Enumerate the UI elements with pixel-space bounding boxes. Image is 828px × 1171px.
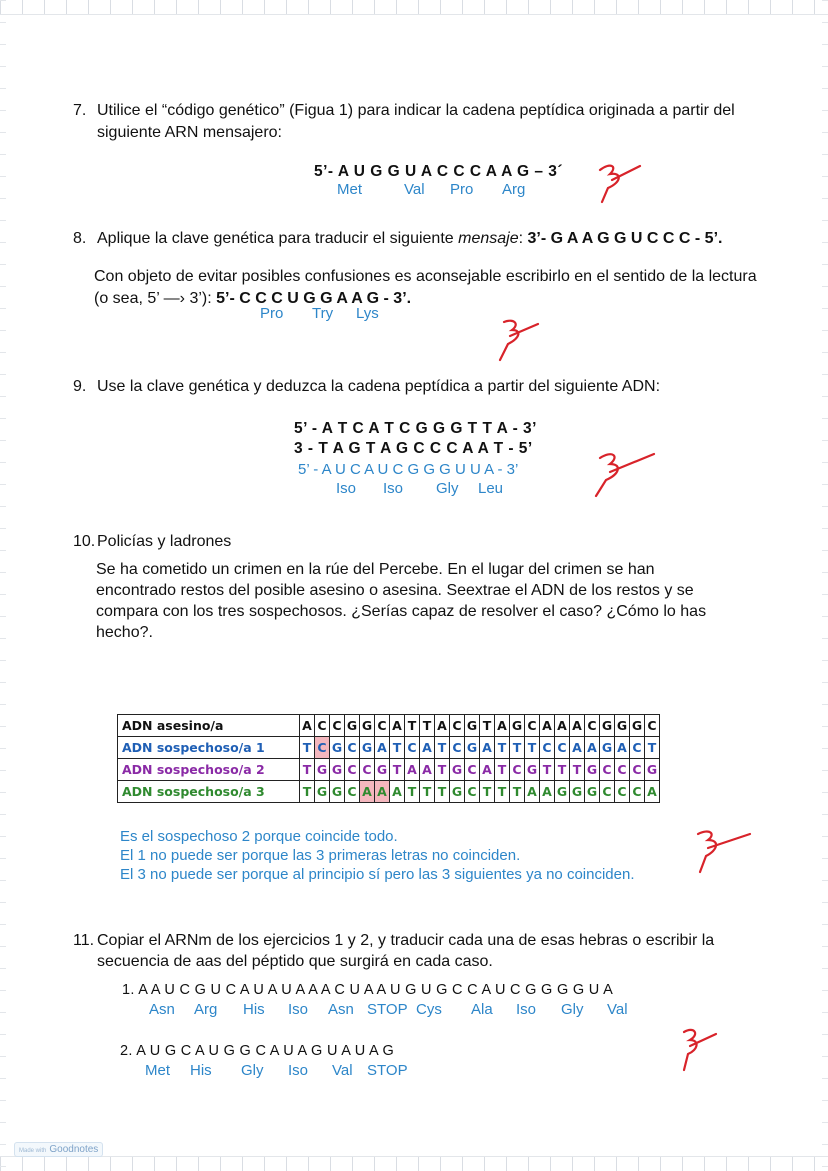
dna-base-cell: T [495,781,510,803]
dna-base-cell: A [435,715,450,737]
dna-base-cell: C [315,737,330,759]
dna-base-cell: A [390,715,405,737]
dna-base-cell: G [600,737,615,759]
goodnotes-badge [14,1142,103,1157]
q7-line1: Utilice el “código genético” (Figua 1) para indicar la cadena peptídica originada a partir del [97,102,735,119]
q10-answer-3: El 3 no puede ser porque al principio sí pero las 3 siguientes ya no coinciden. [120,866,635,883]
dna-base-cell: G [360,737,375,759]
q9-aa-1: Iso [336,480,357,497]
q11-1-aa-1: Asn [149,1001,175,1018]
q8-para1: Con objeto de evitar posibles confusiones es aconsejable escribirlo en el sentido de la lectura [94,268,757,285]
goodnotes-made-with: Made with [19,1148,47,1154]
q11-line1: Copiar el ARNm de los ejercicios 1 y 2, y traducir cada una de esas hebras o escribir la [97,932,715,949]
dna-base-cell: G [465,737,480,759]
dna-base-cell: T [570,759,585,781]
dna-base-cell: C [315,715,330,737]
dna-base-cell: G [330,781,345,803]
dna-base-cell: G [555,781,570,803]
q10-para-1: Se ha cometido un crimen en la rúe del Percebe. En el lugar del crimen se han [96,561,655,578]
q7-red-mark-icon [592,158,648,204]
q9-aa-2: Iso [383,480,404,497]
dna-base-cell: T [405,715,420,737]
dna-base-cell: C [345,737,360,759]
dna-base-cell: C [600,781,615,803]
q8-aa-1: Pro [260,305,284,322]
dna-base-cell: G [450,759,465,781]
page-right-edge [822,0,828,1171]
dna-base-cell: A [615,737,630,759]
q7-number: 7. [73,102,87,119]
q10-red-mark-icon [692,826,754,876]
dna-base-cell: A [390,781,405,803]
q11-2-aa-5: Val [332,1062,353,1079]
q11-red-mark-icon [674,1024,722,1074]
dna-base-cell: T [555,759,570,781]
dna-base-cell: T [300,781,315,803]
dna-base-cell: C [615,781,630,803]
dna-base-cell: C [465,781,480,803]
dna-base-cell: C [375,715,390,737]
dna-base-cell: G [315,759,330,781]
q11-seq2: 2. A U G C A U G G C A U A G U A U A G [120,1043,395,1059]
q11-1-aa-8: Ala [471,1001,493,1018]
q7-line2: siguiente ARN mensajero: [97,124,282,141]
dna-base-cell: T [510,781,525,803]
q11-1-aa-2: Arg [194,1001,218,1018]
dna-base-cell: C [330,715,345,737]
q9-aa-4: Leu [478,480,504,497]
dna-base-cell: C [645,715,660,737]
q8-text [97,228,722,250]
dna-base-cell: A [480,759,495,781]
dna-base-cell: G [345,715,360,737]
dna-base-cell: T [540,759,555,781]
q11-2-aa-2: His [190,1062,212,1079]
dna-base-cell: A [360,781,375,803]
q11-seq1: 1. A A U C G U C A U A U A A A C U A A U G U G C C A U C G G G G U A [122,982,614,998]
dna-base-cell: G [330,737,345,759]
dna-row-label: ADN sospechoso/a 3 [118,781,300,803]
q11-1-aa-3: His [243,1001,265,1018]
dna-base-cell: A [570,737,585,759]
q11-2-aa-4: Iso [288,1062,309,1079]
dna-row-label: ADN sospechoso/a 2 [118,759,300,781]
dna-base-cell: T [480,781,495,803]
q7-sequence: 5’- A U G G U A C C C A A G – 3´ [314,163,564,180]
dna-base-cell: T [510,737,525,759]
q8-text-after: : [518,230,528,247]
dna-base-cell: T [420,715,435,737]
q9-number: 9. [73,378,87,395]
dna-base-cell: T [390,737,405,759]
dna-base-cell: C [360,759,375,781]
dna-row-label: ADN sospechoso/a 1 [118,737,300,759]
dna-base-cell: C [345,781,360,803]
dna-base-cell: T [390,759,405,781]
q11-line2: secuencia de aas del péptido que surgirá en cada caso. [97,953,493,970]
dna-base-cell: C [600,759,615,781]
dna-base-cell: G [510,715,525,737]
q8-aa-2: Try [312,305,334,322]
dna-base-cell: G [630,715,645,737]
q10-para-4: hecho?. [96,624,153,641]
dna-base-cell: A [420,737,435,759]
dna-row-label: ADN asesino/a [118,715,300,737]
dna-base-cell: C [630,759,645,781]
page-top-grid [0,0,828,15]
dna-base-cell: T [435,737,450,759]
page-left-edge [0,0,6,1171]
q10-number: 10. [73,533,96,550]
dna-base-cell: A [540,781,555,803]
q8-sequence: 3’- G A A G G U C C C - 5’. [527,230,723,247]
dna-base-cell: G [645,759,660,781]
q10-para-2: encontrado restos del posible asesino o asesina. Seextrae el ADN de los restos y se [96,582,694,599]
dna-base-cell: A [645,781,660,803]
dna-base-cell: C [510,759,525,781]
dna-base-cell: G [360,715,375,737]
dna-row-0 [118,715,660,737]
dna-base-cell: A [540,715,555,737]
q10-answer-2: El 1 no puede ser porque las 3 primeras letras no coinciden. [120,847,521,864]
dna-base-cell: A [495,715,510,737]
dna-base-cell: C [540,737,555,759]
q7-aa-4: Arg [502,181,526,198]
dna-base-cell: C [345,759,360,781]
q8-para2-before: (o sea, 5’ —› 3’): [94,290,217,307]
q8-text-italic: mensaje [458,230,519,247]
q7-aa-3: Pro [450,181,474,198]
dna-base-cell: C [615,759,630,781]
dna-base-cell: T [495,759,510,781]
q9-seq2: 3 - T A G T A G C C C A A T - 5’ [294,440,533,457]
q10-answer-1: Es el sospechoso 2 porque coincide todo. [120,828,398,845]
q9-seq1: 5’ - A T C A T C G G G T T A - 3’ [294,420,537,437]
q11-2-aa-3: Gly [241,1062,264,1079]
dna-base-cell: T [525,737,540,759]
dna-base-cell: C [630,781,645,803]
dna-row-3 [118,781,660,803]
dna-base-cell: T [420,781,435,803]
q11-1-aa-10: Gly [561,1001,584,1018]
dna-base-cell: C [525,715,540,737]
dna-base-cell: C [555,737,570,759]
q11-2-aa-1: Met [145,1062,171,1079]
q8-text-before: Aplique la clave genética para traducir el siguiente [97,230,459,247]
q11-1-aa-6: STOP [367,1001,408,1018]
q8-number: 8. [73,230,87,247]
dna-base-cell: A [585,737,600,759]
dna-base-cell: A [555,715,570,737]
dna-base-cell: C [465,759,480,781]
dna-base-cell: C [405,737,420,759]
dna-base-cell: A [480,737,495,759]
dna-base-cell: T [435,759,450,781]
dna-base-cell: T [435,781,450,803]
dna-base-cell: C [630,737,645,759]
q11-1-aa-11: Val [607,1001,628,1018]
q7-aa-1: Met [337,181,363,198]
dna-base-cell: A [525,781,540,803]
dna-base-cell: G [450,781,465,803]
q8-aa-3: Lys [356,305,379,322]
dna-base-cell: T [300,737,315,759]
dna-base-cell: G [585,781,600,803]
q11-1-aa-4: Iso [288,1001,309,1018]
dna-base-cell: T [495,737,510,759]
q7-aa-2: Val [404,181,425,198]
dna-row-2 [118,759,660,781]
dna-base-cell: T [405,781,420,803]
q11-1-aa-5: Asn [328,1001,354,1018]
q11-1-aa-7: Cys [416,1001,442,1018]
dna-base-cell: A [420,759,435,781]
dna-base-cell: T [300,759,315,781]
dna-base-cell: G [465,715,480,737]
dna-base-cell: C [585,715,600,737]
dna-base-cell: C [450,715,465,737]
dna-base-cell: G [585,759,600,781]
q10-title: Policías y ladrones [97,533,232,550]
dna-base-cell: G [525,759,540,781]
goodnotes-brand: Goodnotes [49,1144,99,1155]
q10-para-3: compara con los tres sospechosos. ¿Serías capaz de resolver el caso? ¿Cómo lo has [96,603,707,620]
dna-base-cell: A [570,715,585,737]
page-bottom-grid [0,1156,828,1171]
q11-2-aa-6: STOP [367,1062,408,1079]
dna-base-cell: A [300,715,315,737]
dna-base-cell: A [405,759,420,781]
dna-base-cell: G [600,715,615,737]
dna-row-1 [118,737,660,759]
dna-base-cell: G [570,781,585,803]
dna-base-cell: G [315,781,330,803]
dna-base-cell: A [375,781,390,803]
q8-red-mark-icon [492,316,548,364]
dna-base-cell: G [330,759,345,781]
q11-1-aa-9: Iso [516,1001,537,1018]
q9-red-mark-icon [590,448,660,500]
dna-base-cell: G [375,759,390,781]
dna-base-cell: A [375,737,390,759]
dna-base-cell: G [615,715,630,737]
q11-number: 11. [73,932,95,949]
q9-arn: 5’ - A U C A U C G G G U U A - 3’ [298,461,519,478]
dna-base-cell: C [450,737,465,759]
dna-base-cell: T [645,737,660,759]
q9-aa-3: Gly [436,480,459,497]
dna-base-cell: T [480,715,495,737]
q8-para2-seq: 5’- C C C U G G A A G - 3’. [216,290,412,307]
q9-text: Use la clave genética y deduzca la cadena peptídica a partir del siguiente ADN: [97,378,661,395]
dna-comparison-table [117,714,660,803]
